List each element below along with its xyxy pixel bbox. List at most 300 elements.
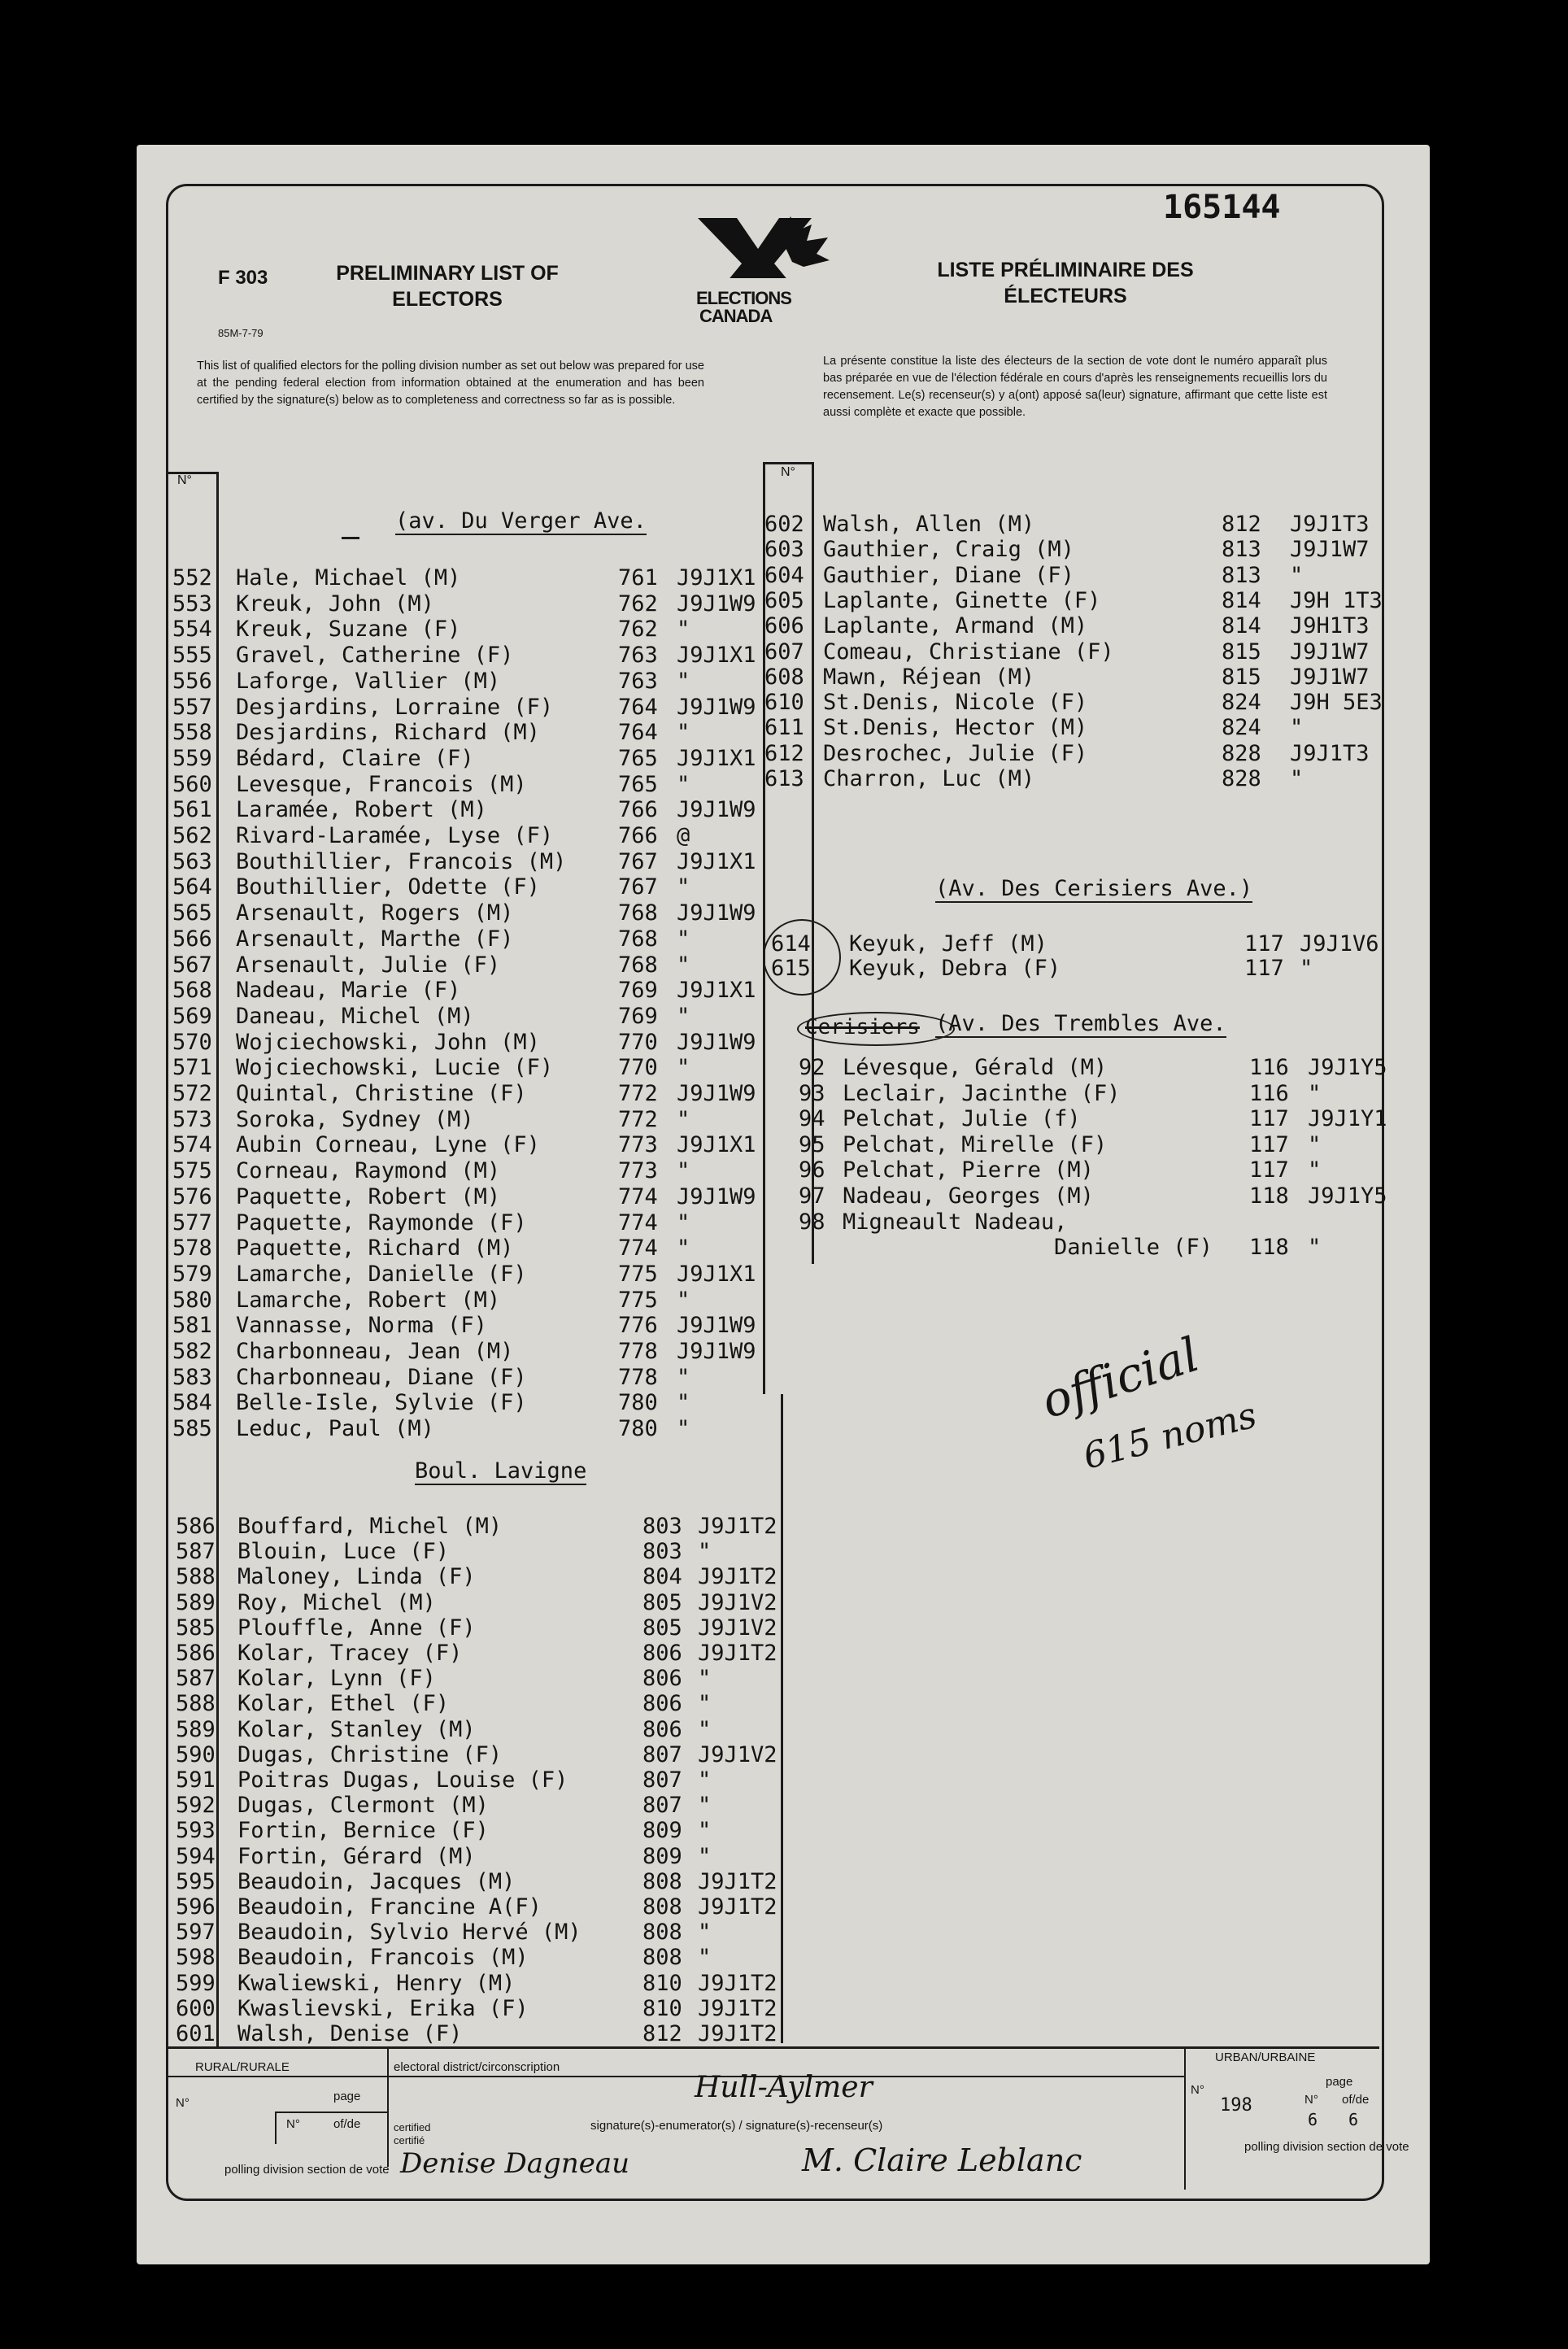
form-number: F 303 [218, 267, 268, 289]
elector-name: Aubin Corneau, Lyne (F) [236, 1132, 540, 1158]
rural-box-top [275, 2111, 387, 2113]
logo-text-elections: ELECTIONS [696, 288, 791, 308]
elector-name: Nadeau, Georges (M) [843, 1183, 1094, 1209]
elector-house-number: 809 [642, 1843, 682, 1869]
elector-name: Pelchat, Julie (f) [843, 1106, 1081, 1132]
column-header-left: N° [177, 473, 192, 487]
elector-number: 587 [176, 1666, 216, 1692]
urban-polling-label: polling division section de vote [1244, 2140, 1409, 2154]
elector-number: 587 [176, 1539, 216, 1565]
footer-rule [168, 2046, 1379, 2049]
elector-house-number: 780 [618, 1390, 658, 1416]
footer-divider [387, 2046, 389, 2167]
elector-name: Levesque, Francois (M) [236, 771, 527, 797]
elector-name: Keyuk, Debra (F) [849, 956, 1061, 981]
elector-number: 595 [176, 1868, 216, 1894]
elector-name: Charbonneau, Diane (F) [236, 1364, 527, 1390]
intro-english: This list of qualified electors for the polling division number as set out below was prepared for use at the pending federal election from information obtained at the enumeration and has been certified by the signature(s) below as to completeness and correctness so far as is possible. [197, 360, 704, 407]
elector-name: Charbonneau, Jean (M) [236, 1339, 514, 1364]
elector-house-number: 775 [618, 1287, 658, 1313]
elector-postal-code: J9J1Y1 [1308, 1106, 1387, 1132]
elector-house-number: 807 [642, 1793, 682, 1819]
elector-number: 572 [172, 1081, 212, 1106]
elector-name: Gauthier, Diane (F) [823, 562, 1074, 588]
elector-number: 599 [176, 1970, 216, 1996]
elector-house-number: 770 [618, 1055, 658, 1081]
elector-house-number: 117 [1249, 1157, 1289, 1183]
elector-number: 556 [172, 668, 212, 694]
urban-no-label: N° [1191, 2083, 1204, 2097]
elector-postal-code: " [677, 617, 690, 643]
elector-number: 574 [172, 1132, 212, 1158]
elector-house-number: 117 [1244, 956, 1284, 981]
elector-postal-code: " [698, 1691, 712, 1717]
elector-postal-code: " [698, 1767, 712, 1793]
elector-name: Nadeau, Marie (F) [236, 978, 461, 1004]
elector-name: Gravel, Catherine (F) [236, 643, 514, 669]
elector-number: 585 [172, 1416, 212, 1442]
elector-number: 95 [799, 1131, 825, 1157]
elector-number: 610 [764, 690, 804, 716]
elector-name: Lamarche, Danielle (F) [236, 1261, 527, 1287]
street-heading-lavigne: Boul. Lavigne [415, 1458, 587, 1484]
elector-name: Leduc, Paul (M) [236, 1416, 434, 1442]
elector-number: 557 [172, 694, 212, 720]
rural-box-rule [275, 2111, 277, 2144]
elector-number: 591 [176, 1767, 216, 1793]
elector-name: Beaudoin, Jacques (M) [237, 1868, 516, 1894]
elector-name: Daneau, Michel (M) [236, 1003, 474, 1029]
elector-house-number: 764 [618, 694, 658, 720]
elector-house-number: 764 [618, 720, 658, 746]
elector-name: Walsh, Allen (M) [823, 512, 1035, 537]
handwritten-note-count: 615 noms [1079, 1394, 1261, 1478]
elector-name: Lamarche, Robert (M) [236, 1287, 501, 1313]
district-value: Hull-Aylmer [695, 2071, 873, 2104]
elector-name: Blouin, Luce (F) [237, 1539, 450, 1565]
elector-house-number: 810 [642, 1995, 682, 2021]
elector-name: Kwaliewski, Henry (M) [237, 1970, 516, 1996]
elector-name: Arsenault, Rogers (M) [236, 900, 514, 926]
elector-postal-code: J9J1W9 [677, 900, 756, 926]
elector-name: Desrochec, Julie (F) [823, 740, 1088, 766]
elector-postal-code: " [698, 1843, 712, 1869]
elector-postal-code: " [677, 874, 690, 900]
district-label: electoral district/circonscription [394, 2060, 560, 2074]
elector-house-number: 778 [618, 1339, 658, 1364]
elector-name: Gauthier, Craig (M) [823, 537, 1074, 563]
elector-postal-code: J9J1W7 [1290, 638, 1370, 665]
elector-house-number: 780 [618, 1416, 658, 1442]
elector-house-number: 118 [1249, 1235, 1289, 1261]
elector-number: 608 [764, 664, 804, 690]
elector-house-number: 806 [642, 1691, 682, 1717]
elector-name: Paquette, Richard (M) [236, 1236, 514, 1262]
elector-name: Dugas, Christine (F) [237, 1741, 503, 1767]
elector-number: 600 [176, 1995, 216, 2021]
elector-postal-code: " [698, 1945, 712, 1971]
elector-name: Belle-Isle, Sylvie (F) [236, 1390, 527, 1416]
elector-postal-code: " [698, 1818, 712, 1844]
elector-postal-code: " [1308, 1131, 1322, 1157]
elector-number: 582 [172, 1339, 212, 1364]
elector-house-number: 809 [642, 1818, 682, 1844]
elector-house-number: 772 [618, 1081, 658, 1106]
elector-postal-code: " [1290, 715, 1304, 741]
elector-house-number: 774 [618, 1236, 658, 1262]
elector-number: 579 [172, 1261, 212, 1287]
elector-name: Corneau, Raymond (M) [236, 1158, 501, 1184]
elector-postal-code: " [1290, 562, 1304, 588]
elector-name: Soroka, Sydney (M) [236, 1106, 474, 1132]
elector-house-number: 765 [618, 745, 658, 771]
left-number-rule [216, 472, 219, 2046]
elector-number: 584 [172, 1390, 212, 1416]
elector-name: Walsh, Denise (F) [237, 2021, 463, 2046]
elector-house-number: 766 [618, 823, 658, 848]
elector-postal-code: J9J1T2 [698, 2021, 777, 2046]
elector-name: Arsenault, Julie (F) [236, 952, 501, 978]
elector-house-number: 766 [618, 797, 658, 823]
elector-name: Paquette, Robert (M) [236, 1183, 501, 1209]
elector-postal-code: " [677, 1158, 690, 1184]
footer-divider-urban [1184, 2046, 1186, 2190]
elector-house-number: 808 [642, 1894, 682, 1920]
urban-label: URBAN/URBAINE [1215, 2050, 1316, 2064]
street-heading-du-verger: (av. Du Verger Ave. [395, 508, 647, 534]
elector-house-number: 812 [642, 2021, 682, 2046]
elector-name: Rivard-Laramée, Lyse (F) [236, 823, 554, 848]
elector-number: 561 [172, 797, 212, 823]
elector-postal-code: J9J1X1 [677, 848, 756, 874]
elector-postal-code: J9J1T2 [698, 1514, 777, 1539]
elector-house-number: 803 [642, 1539, 682, 1565]
title-french: LISTE PRÉLIMINAIRE DES ÉLECTEURS [937, 259, 1194, 307]
elector-postal-code: J9J1X1 [677, 978, 756, 1004]
elector-name: St.Denis, Hector (M) [823, 715, 1088, 741]
elector-postal-code: " [677, 1287, 690, 1313]
elector-postal-code: @ [677, 823, 690, 848]
elector-number: 565 [172, 900, 212, 926]
elector-house-number: 116 [1249, 1055, 1289, 1080]
elector-postal-code: J9J1V2 [698, 1615, 777, 1641]
intro-french: La présente constitue la liste des électeurs de la section de vote dont le numéro apparaît plus bas préparée en vue de l'élection fédérale en cours d'après les renseignements recueillis lors du recensement. Le(s) recenseur(s) y a(ont) apposé sa(leur) signature, affirmant que cette liste est aussi complète et exacte que possible. [823, 355, 1327, 419]
elector-number: 553 [172, 591, 212, 617]
elector-house-number: 813 [1222, 562, 1261, 588]
elector-name: Kreuk, John (M) [236, 591, 434, 617]
elector-house-number: 770 [618, 1029, 658, 1055]
elector-name: Kwaslievski, Erika (F) [237, 1995, 529, 2021]
elector-number: 567 [172, 952, 212, 978]
elector-number: 611 [764, 715, 804, 741]
elector-name: Maloney, Linda (F) [237, 1564, 476, 1590]
elector-number: 564 [172, 874, 212, 900]
urban-no-label-2: N° [1304, 2093, 1318, 2107]
elector-postal-code: " [677, 926, 690, 952]
elector-name: Desjardins, Lorraine (F) [236, 694, 554, 720]
elector-postal-code: " [698, 1539, 712, 1565]
elector-house-number: 805 [642, 1615, 682, 1641]
elector-house-number: 815 [1222, 664, 1261, 690]
elector-postal-code: " [677, 1055, 690, 1081]
elector-name: Vannasse, Norma (F) [236, 1313, 487, 1339]
elector-house-number: 807 [642, 1741, 682, 1767]
elector-house-number: 761 [618, 565, 658, 591]
elector-postal-code: " [698, 1666, 712, 1692]
elector-number: 590 [176, 1741, 216, 1767]
elector-house-number: 808 [642, 1920, 682, 1946]
elector-number: 607 [764, 638, 804, 665]
elector-postal-code: J9H 5E3 [1290, 690, 1383, 716]
elector-name: Bouthillier, Francois (M) [236, 848, 567, 874]
elector-house-number: 763 [618, 668, 658, 694]
elector-name: Desjardins, Richard (M) [236, 720, 540, 746]
elector-house-number: 805 [642, 1589, 682, 1615]
elector-postal-code: J9J1Y5 [1308, 1183, 1387, 1209]
elector-number: 594 [176, 1843, 216, 1869]
elector-house-number: 814 [1222, 587, 1261, 613]
elector-name: Beaudoin, Francine A(F) [237, 1894, 542, 1920]
elector-number: 92 [799, 1055, 825, 1080]
elector-house-number: 117 [1249, 1106, 1289, 1132]
elector-house-number: 768 [618, 952, 658, 978]
elector-postal-code: " [1300, 956, 1313, 981]
elector-number: 568 [172, 978, 212, 1004]
signature-enumerator-2: M. Claire Leblanc [802, 2142, 1082, 2178]
elector-number: 570 [172, 1029, 212, 1055]
form-date: 85M-7-79 [218, 327, 264, 339]
elector-postal-code: J9J1W9 [677, 797, 756, 823]
elector-name: Kolar, Tracey (F) [237, 1641, 463, 1666]
elector-postal-code: J9J1W9 [677, 1029, 756, 1055]
elector-postal-code: J9J1V2 [698, 1741, 777, 1767]
elector-postal-code: J9J1T3 [1290, 740, 1370, 766]
elector-number: 560 [172, 771, 212, 797]
elector-house-number: 762 [618, 591, 658, 617]
elector-number: 563 [172, 848, 212, 874]
elector-number: 598 [176, 1945, 216, 1971]
elector-house-number: 774 [618, 1209, 658, 1236]
elector-postal-code: J9J1W9 [677, 591, 756, 617]
elector-number: 558 [172, 720, 212, 746]
elector-postal-code: " [1308, 1235, 1322, 1261]
elector-house-number: 769 [618, 978, 658, 1004]
elector-postal-code: " [698, 1793, 712, 1819]
elector-postal-code: " [677, 720, 690, 746]
elector-house-number: 118 [1249, 1183, 1289, 1209]
elector-house-number: 814 [1222, 613, 1261, 639]
elector-number: 604 [764, 562, 804, 588]
elector-house-number: 116 [1249, 1080, 1289, 1106]
elector-number: 596 [176, 1894, 216, 1920]
elector-postal-code: J9J1T2 [698, 1970, 777, 1996]
elector-postal-code: J9J1X1 [677, 565, 756, 591]
elector-house-number: 776 [618, 1313, 658, 1339]
elector-house-number: 806 [642, 1666, 682, 1692]
elector-postal-code: J9J1W7 [1290, 664, 1370, 690]
elector-house-number: 803 [642, 1514, 682, 1539]
struck-word-circle [797, 1012, 955, 1046]
elector-postal-code: J9J1T2 [698, 1868, 777, 1894]
elector-house-number: 117 [1244, 931, 1284, 957]
elector-house-number: 773 [618, 1158, 658, 1184]
elector-number: 575 [172, 1158, 212, 1184]
certified-label: certified certifié [394, 2121, 431, 2146]
elector-house-number: 824 [1222, 715, 1261, 741]
elector-number: 586 [176, 1514, 216, 1539]
elector-number: 589 [176, 1589, 216, 1615]
rural-of-label: of/de [333, 2117, 361, 2131]
rural-page-label: page [333, 2090, 361, 2103]
elector-postal-code: " [1308, 1157, 1322, 1183]
elector-number: 552 [172, 565, 212, 591]
elector-name: Wojciechowski, Lucie (F) [236, 1055, 554, 1081]
elector-number: 580 [172, 1287, 212, 1313]
elector-number: 592 [176, 1793, 216, 1819]
elector-postal-code: " [677, 771, 690, 797]
elector-number: 583 [172, 1364, 212, 1390]
elector-postal-code: J9J1W9 [677, 1313, 756, 1339]
elector-house-number: 767 [618, 848, 658, 874]
rural-polling-label: polling division section de vote [224, 2163, 390, 2177]
elector-house-number: 778 [618, 1364, 658, 1390]
elector-name: Beaudoin, Francois (M) [237, 1945, 529, 1971]
elector-name: Laplante, Ginette (F) [823, 587, 1101, 613]
elector-name: Mawn, Réjean (M) [823, 664, 1035, 690]
elector-name: Keyuk, Jeff (M) [849, 931, 1048, 957]
elector-house-number: 813 [1222, 537, 1261, 563]
elector-number: 94 [799, 1106, 825, 1132]
column-header-right: N° [781, 465, 795, 479]
elector-name: Fortin, Gérard (M) [237, 1843, 476, 1869]
elector-number: 581 [172, 1313, 212, 1339]
elector-postal-code: " [677, 952, 690, 978]
elector-name: Danielle (F) [1054, 1235, 1213, 1261]
elector-house-number: 765 [618, 771, 658, 797]
elector-house-number: 772 [618, 1106, 658, 1132]
elector-postal-code: " [677, 1106, 690, 1132]
elector-postal-code: " [1290, 766, 1304, 791]
elector-number: 559 [172, 745, 212, 771]
elector-house-number: 762 [618, 617, 658, 643]
elector-number: 589 [176, 1716, 216, 1742]
urban-of-value: 6 [1348, 2110, 1359, 2129]
elector-house-number: 768 [618, 926, 658, 952]
elector-name: Beaudoin, Sylvio Hervé (M) [237, 1920, 581, 1946]
elector-number: 554 [172, 617, 212, 643]
signature-label: signature(s)-enumerator(s) / signature(s)-recenseur(s) [590, 2119, 883, 2133]
elector-name: Wojciechowski, John (M) [236, 1029, 540, 1055]
elector-house-number: 828 [1222, 740, 1261, 766]
rural-label: RURAL/RURALE [195, 2060, 290, 2074]
elector-name: Roy, Michel (M) [237, 1589, 436, 1615]
elector-name: Lévesque, Gérald (M) [843, 1055, 1108, 1080]
elector-postal-code: " [677, 1416, 690, 1442]
urban-page-label: page [1326, 2075, 1353, 2089]
elector-name: Migneault Nadeau, [843, 1209, 1068, 1235]
elector-house-number: 769 [618, 1003, 658, 1029]
elector-number: 555 [172, 643, 212, 669]
footer-rule-2 [168, 2076, 1184, 2077]
urban-no-value: 198 [1220, 2095, 1252, 2116]
elector-number: 571 [172, 1055, 212, 1081]
elector-name: Comeau, Christiane (F) [823, 638, 1114, 665]
elector-house-number: 807 [642, 1767, 682, 1793]
elector-number: 602 [764, 512, 804, 537]
elector-name: Laplante, Armand (M) [823, 613, 1088, 639]
elector-number: 605 [764, 587, 804, 613]
elector-number: 601 [176, 2021, 216, 2046]
elector-number: 577 [172, 1209, 212, 1236]
elector-name: Kolar, Ethel (F) [237, 1691, 450, 1717]
elector-number: 576 [172, 1183, 212, 1209]
elector-house-number: 806 [642, 1716, 682, 1742]
elector-name: Plouffle, Anne (F) [237, 1615, 476, 1641]
elector-name: Kolar, Lynn (F) [237, 1666, 436, 1692]
elector-postal-code: J9J1Y5 [1308, 1055, 1387, 1080]
elector-number: 578 [172, 1236, 212, 1262]
elector-name: Quintal, Christine (F) [236, 1081, 527, 1106]
elector-house-number: 828 [1222, 766, 1261, 791]
elector-number: 97 [799, 1183, 825, 1209]
signature-enumerator-1: Denise Dagneau [400, 2147, 630, 2180]
elector-house-number: 812 [1222, 512, 1261, 537]
elector-house-number: 806 [642, 1641, 682, 1666]
elector-postal-code: " [698, 1920, 712, 1946]
elector-postal-code: " [677, 1390, 690, 1416]
circled-numbers [763, 919, 841, 996]
elector-postal-code: J9J1T2 [698, 1564, 777, 1590]
elector-postal-code: " [698, 1716, 712, 1742]
rural-no-label: N° [176, 2096, 189, 2110]
elector-number: 615 [771, 956, 811, 981]
elector-postal-code: J9J1W7 [1290, 537, 1370, 563]
elector-house-number: 763 [618, 643, 658, 669]
elector-number: 566 [172, 926, 212, 952]
elector-postal-code: " [1308, 1080, 1322, 1106]
elector-name: Fortin, Bernice (F) [237, 1818, 489, 1844]
elector-name: Pelchat, Mirelle (F) [843, 1131, 1108, 1157]
elector-name: Hale, Michael (M) [236, 565, 461, 591]
elector-number: 593 [176, 1818, 216, 1844]
elector-postal-code: J9J1V2 [698, 1589, 777, 1615]
elector-number: 585 [176, 1615, 216, 1641]
serial-number: 165144 [1163, 189, 1281, 226]
elector-postal-code: J9J1X1 [677, 745, 756, 771]
elector-number: 603 [764, 537, 804, 563]
elector-number: 586 [176, 1641, 216, 1666]
elector-postal-code: J9J1W9 [677, 1081, 756, 1106]
elector-postal-code: " [677, 1236, 690, 1262]
elector-number: 606 [764, 613, 804, 639]
column-header-rule-right [763, 462, 813, 464]
title-english: PRELIMINARY LIST OF ELECTORS [336, 262, 559, 311]
elector-number: 569 [172, 1003, 212, 1029]
elector-postal-code: J9H1T3 [1290, 613, 1370, 639]
elector-number: 588 [176, 1564, 216, 1590]
elector-house-number: 768 [618, 900, 658, 926]
elector-house-number: 117 [1249, 1131, 1289, 1157]
elector-name: Arsenault, Marthe (F) [236, 926, 514, 952]
elector-postal-code: J9J1W9 [677, 1339, 756, 1364]
elector-postal-code: J9J1W9 [677, 694, 756, 720]
elector-house-number: 815 [1222, 638, 1261, 665]
elector-number: 98 [799, 1209, 825, 1235]
elector-name: Pelchat, Pierre (M) [843, 1157, 1094, 1183]
elector-name: Bouffard, Michel (M) [237, 1514, 503, 1539]
elector-name: Poitras Dugas, Louise (F) [237, 1767, 568, 1793]
elector-house-number: 804 [642, 1564, 682, 1590]
